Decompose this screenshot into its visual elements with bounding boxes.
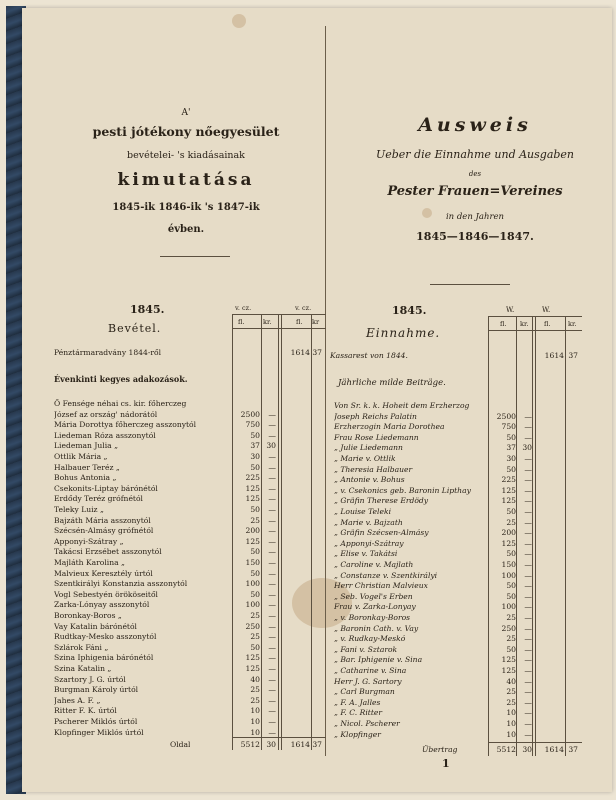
row-name: Szina Katalin „ — [54, 664, 112, 673]
table-row — [330, 644, 616, 655]
stain — [232, 14, 246, 28]
row-name: „ Marie v. Ottlik — [334, 454, 396, 463]
row-fl: 25 — [506, 613, 516, 622]
row-kr: — — [524, 411, 532, 421]
header-line-1: Ausweis — [418, 114, 532, 136]
row-kr: — — [268, 515, 276, 525]
row-fl: 25 — [506, 517, 516, 527]
row-kr: — — [268, 685, 276, 695]
row-kr: — — [524, 422, 532, 432]
table-row — [330, 421, 616, 432]
row-fl: 50 — [506, 507, 516, 516]
section-title: Einnahme. — [366, 326, 441, 340]
rule — [535, 316, 536, 756]
row-fl: 50 — [250, 462, 260, 472]
col-unit: v. cz. — [235, 304, 252, 312]
row-kr: — — [524, 591, 532, 601]
row-kr: — — [524, 560, 532, 569]
row-name: „ F. A. Jalles — [334, 697, 381, 707]
row-name: Pscherer Miklós úrtól — [54, 717, 138, 726]
row-name: Herr Christian Malvieux — [334, 581, 428, 591]
table-row — [330, 697, 616, 708]
row-kr: — — [524, 475, 532, 485]
row-kr: — — [524, 538, 532, 548]
column-divider — [325, 26, 326, 756]
table-row — [330, 506, 616, 517]
row-fl: 10 — [250, 727, 260, 737]
row-fl: 10 — [250, 717, 260, 726]
table-row — [330, 676, 616, 687]
row-fl: 25 — [506, 697, 516, 707]
row-name: Ő Fensége néhai cs. kir. főherczeg — [54, 399, 187, 408]
row-fl: 200 — [245, 526, 260, 536]
row-kr: — — [268, 642, 276, 652]
row-name: „ Louise Teleki — [334, 507, 392, 516]
row-fl: 2500 — [496, 411, 516, 421]
table-row — [330, 517, 616, 528]
row-kr: — — [524, 454, 532, 463]
rule — [565, 316, 566, 756]
row-fl: 50 — [250, 505, 260, 514]
rule — [232, 314, 326, 315]
row-kr: — — [268, 452, 276, 461]
row-fl: 225 — [245, 473, 260, 483]
col-fl: fl. — [500, 320, 507, 328]
row-kr: — — [524, 496, 532, 506]
row-name: Szartory J. G. úrtól — [54, 674, 126, 684]
table-row — [330, 707, 616, 718]
row-fl: 125 — [501, 485, 516, 495]
footer-fl: 5512 — [240, 740, 260, 749]
carry-label: Kassarest von 1844. — [330, 351, 408, 360]
row-kr: — — [268, 430, 276, 440]
col-kr: kr. — [520, 320, 529, 328]
row-fl: 25 — [506, 634, 516, 644]
row-name: „ Marie v. Bajzath — [334, 517, 403, 527]
carry-row — [330, 350, 616, 361]
row-kr: — — [524, 623, 532, 633]
row-fl: 50 — [250, 642, 260, 652]
footer-kr: 30 — [266, 740, 276, 749]
row-kr: 30 — [522, 443, 532, 453]
row-fl: 250 — [245, 621, 260, 631]
row-kr: — — [268, 611, 276, 620]
header-line-3: kimutatása — [117, 170, 255, 190]
row-name: Zarka-Lónyay asszonytól — [54, 600, 150, 610]
row-fl: 125 — [245, 494, 260, 504]
carry-fl: 1614 — [290, 348, 310, 357]
row-name: Takácsi Erzsébet asszonytól — [54, 547, 162, 557]
row-fl: 37 — [506, 443, 516, 453]
row-fl: 50 — [250, 547, 260, 557]
footer-label: Übertrag — [422, 745, 458, 754]
rule — [488, 316, 582, 317]
row-kr: — — [268, 536, 276, 546]
table-row — [330, 633, 616, 644]
header-rule — [160, 256, 230, 257]
header-line-2: bevételei- 's kiadásainak — [127, 150, 245, 161]
row-fl: 30 — [250, 452, 260, 461]
row-fl: 750 — [245, 420, 260, 430]
row-kr: — — [268, 600, 276, 610]
row-name: „ Julie Liedemann — [334, 443, 403, 453]
row-fl: 50 — [250, 589, 260, 599]
row-name: „ Baronin Cath. v. Vay — [334, 623, 419, 633]
footer-kr-2: 37 — [568, 745, 578, 754]
table-row — [330, 485, 616, 496]
row-name: „ Seb. Vogel's Erben — [334, 591, 413, 601]
col-fl: fl. — [238, 318, 245, 326]
row-kr: — — [524, 676, 532, 686]
row-name: Apponyi-Szátray „ — [54, 536, 124, 546]
table-row — [330, 612, 616, 623]
rule — [311, 314, 312, 750]
row-fl: 50 — [506, 591, 516, 601]
table-row — [330, 559, 616, 570]
row-name: Liedeman Julia „ — [54, 441, 119, 451]
row-kr: — — [524, 517, 532, 527]
row-kr: — — [268, 483, 276, 493]
row-kr: — — [268, 568, 276, 578]
row-name: Boronkay-Boros „ — [54, 611, 122, 620]
footer-row — [330, 744, 616, 755]
row-name: Ottlik Mária „ — [54, 452, 108, 461]
col-unit-2: W. — [542, 306, 551, 314]
row-fl: 125 — [501, 655, 516, 665]
table-row — [330, 718, 616, 729]
row-kr: — — [268, 579, 276, 589]
col-kr-2: kr — [312, 318, 320, 326]
row-name: Frau v. Zarka-Lonyay — [334, 602, 416, 612]
carry-fl: 1614 — [544, 351, 564, 360]
document-page — [22, 8, 612, 792]
row-kr: — — [524, 613, 532, 622]
year-label: 1845. — [130, 303, 165, 316]
row-fl: 100 — [245, 600, 260, 610]
row-kr: — — [268, 653, 276, 663]
row-fl: 125 — [245, 653, 260, 663]
header-line-4: 1845-ik 1846-ik 's 1847-ik — [112, 202, 260, 213]
row-fl: 50 — [506, 581, 516, 591]
row-name: Bajzáth Mária asszonytól — [54, 515, 151, 525]
row-kr: — — [524, 644, 532, 654]
row-name: „ Fani v. Sztarok — [334, 644, 398, 654]
table-row — [330, 601, 616, 612]
row-name: Liedeman Róza asszonytól — [54, 430, 156, 440]
row-kr: — — [268, 706, 276, 716]
row-kr: — — [268, 695, 276, 705]
row-name: József az ország' nádorától — [54, 409, 158, 419]
row-kr: — — [268, 632, 276, 642]
rule — [488, 330, 582, 331]
footer-fl-2: 1614 — [290, 740, 310, 749]
row-name: Herr J. G. Sartory — [334, 676, 402, 686]
row-kr: — — [268, 664, 276, 673]
row-fl: 250 — [501, 623, 516, 633]
row-fl: 50 — [506, 549, 516, 559]
row-fl: 2500 — [240, 409, 260, 419]
table-row — [330, 432, 616, 443]
row-name: Frau Rose Liedemann — [334, 432, 419, 442]
table-row — [330, 729, 616, 740]
table-row — [330, 538, 616, 549]
row-name: „ v. Boronkay-Boros — [334, 613, 411, 622]
row-name: „ Nicol. Pscherer — [334, 719, 400, 728]
row-kr: — — [268, 727, 276, 737]
row-kr: — — [268, 717, 276, 726]
col-unit: W. — [506, 306, 515, 314]
row-fl: 225 — [501, 475, 516, 485]
row-kr: — — [524, 719, 532, 728]
row-fl: 25 — [506, 687, 516, 697]
rule — [278, 314, 279, 750]
header-line-4: Pester Frauen=Vereines — [387, 184, 563, 199]
row-kr: — — [268, 558, 276, 567]
row-name: Vay Katalin bárónétól — [54, 621, 137, 631]
row-name: Szlárok Fáni „ — [54, 642, 109, 652]
row-kr: — — [524, 570, 532, 580]
row-name: „ Gräfin Szécsen-Almásy — [334, 528, 429, 538]
rule — [516, 316, 517, 756]
row-kr: — — [268, 589, 276, 599]
row-kr: — — [268, 473, 276, 483]
row-name: „ Theresia Halbauer — [334, 464, 413, 474]
footer-fl: 5512 — [496, 745, 516, 754]
row-name: Klopfinger Miklós úrtól — [54, 727, 144, 737]
row-name: „ v. Rudkay-Meskó — [334, 634, 406, 644]
row-fl: 750 — [501, 422, 516, 432]
row-kr: 30 — [266, 441, 276, 451]
row-name: Burgman Károly úrtól — [54, 685, 139, 695]
row-name: „ Carl Burgman — [334, 687, 395, 697]
table-row — [330, 411, 616, 422]
row-fl: 50 — [506, 464, 516, 474]
rule — [232, 328, 326, 329]
row-name: Malvieux Keresztély úrtól — [54, 568, 153, 578]
row-name: „ Constanze v. Szentkirályi — [334, 570, 438, 580]
row-fl: 125 — [245, 536, 260, 546]
rule — [261, 314, 262, 750]
row-name: Csekonits-Liptay bárónétól — [54, 483, 158, 493]
row-name: „ Elise v. Takátsi — [334, 549, 398, 559]
rule — [232, 737, 326, 738]
col-kr: kr. — [263, 318, 272, 326]
row-fl: 10 — [506, 729, 516, 739]
header-line-6: 1845—1846—1847. — [416, 230, 534, 243]
row-kr: — — [524, 581, 532, 591]
row-name: Erzherzogin Maria Dorothea — [334, 422, 445, 432]
row-name: „ F. C. Ritter — [334, 708, 383, 718]
row-fl: 37 — [250, 441, 260, 451]
col-fl-2: fl. — [544, 320, 551, 328]
row-fl: 125 — [501, 496, 516, 506]
col-unit-2: v. cz. — [295, 304, 312, 312]
row-fl: 50 — [250, 568, 260, 578]
rule — [488, 742, 582, 743]
row-name: Mária Dorottya főherczeg asszonytól — [54, 420, 197, 430]
row-name: „ Catharine v. Sina — [334, 666, 407, 675]
row-name: Bohus Antonia „ — [54, 473, 117, 483]
col-fl-2: fl. — [296, 318, 303, 326]
table-row — [330, 442, 616, 453]
row-fl: 25 — [250, 695, 260, 705]
table-row — [330, 527, 616, 538]
header-line-2: Ueber die Einnahme und Ausgaben — [375, 148, 575, 161]
col-kr-2: kr. — [568, 320, 577, 328]
row-fl: 200 — [501, 528, 516, 538]
footer-label: Oldal — [170, 740, 191, 749]
row-name: Szina Iphigenia bárónétól — [54, 653, 154, 663]
subhead: Évenkinti kegyes adakozások. — [54, 374, 188, 384]
row-fl: 100 — [245, 579, 260, 589]
table-row — [330, 654, 616, 665]
row-fl: 10 — [250, 706, 260, 716]
row-kr: — — [524, 655, 532, 665]
row-kr: — — [268, 674, 276, 684]
row-name: Jahes A. F. „ — [54, 695, 101, 705]
row-name: Halbauer Teréz „ — [54, 462, 120, 472]
rule — [232, 314, 233, 750]
row-fl: 125 — [245, 483, 260, 493]
row-kr: — — [524, 602, 532, 612]
row-name: Szécsén-Almásy grófnétól — [54, 526, 154, 536]
row-fl: 100 — [501, 602, 516, 612]
table-row — [330, 464, 616, 475]
row-kr: — — [524, 634, 532, 644]
row-fl: 25 — [250, 685, 260, 695]
row-name: „ Klopfinger — [334, 729, 381, 739]
table-row — [330, 686, 616, 697]
header-a: A' — [181, 108, 191, 118]
row-kr: — — [524, 666, 532, 675]
row-kr: — — [268, 505, 276, 514]
row-fl: 30 — [506, 454, 516, 463]
carry-kr: 37 — [568, 351, 578, 360]
row-name: „ Antonie v. Bohus — [334, 475, 405, 485]
table-row — [330, 548, 616, 559]
row-name: Erdődy Teréz grófnétól — [54, 494, 143, 504]
header-line-5: in den Jahren — [445, 212, 505, 222]
table-row — [330, 400, 616, 411]
table-row — [330, 591, 616, 602]
row-kr: — — [268, 526, 276, 536]
row-name: Ritter F. K. úrtól — [54, 706, 117, 716]
row-name: Teleky Luiz „ — [54, 505, 104, 514]
row-kr: — — [524, 507, 532, 516]
carry-kr: 37 — [312, 348, 322, 357]
row-name: „ v. Csekonics geb. Baronin Lipthay — [334, 485, 471, 495]
row-name: „ Gräfin Therese Erdödy — [334, 496, 429, 506]
row-kr: — — [524, 708, 532, 718]
row-kr: — — [524, 697, 532, 707]
row-fl: 50 — [506, 644, 516, 654]
footer-kr-2: 37 — [312, 740, 322, 749]
row-kr: — — [524, 432, 532, 442]
row-kr: — — [524, 549, 532, 559]
header-line-5: évben. — [167, 224, 205, 235]
row-kr: — — [524, 729, 532, 739]
table-row — [330, 580, 616, 591]
row-kr: — — [268, 621, 276, 631]
row-name: Vogl Sebestyén örököseitől — [54, 589, 158, 599]
row-fl: 50 — [250, 430, 260, 440]
row-fl: 100 — [501, 570, 516, 580]
table-row — [330, 665, 616, 676]
row-kr: — — [524, 528, 532, 538]
rule — [281, 314, 282, 750]
subhead: Jährliche milde Beiträge. — [338, 378, 446, 388]
header-line-1: pesti jótékony nőegyesület — [92, 124, 280, 139]
section-title: Bevétel. — [108, 322, 162, 335]
row-kr: — — [268, 420, 276, 430]
row-fl: 10 — [506, 708, 516, 718]
row-kr: — — [524, 687, 532, 697]
table-row — [330, 453, 616, 464]
row-name: Joseph Reichs Palatin — [334, 411, 417, 421]
page-number: 1 — [442, 757, 450, 770]
row-fl: 10 — [506, 719, 516, 728]
row-kr: — — [524, 485, 532, 495]
row-name: Von Sr. k. k. Hoheit dem Erzherzog — [334, 401, 470, 410]
row-fl: 40 — [506, 676, 516, 686]
row-name: „ Bar. Iphigenie v. Sina — [334, 655, 423, 665]
row-fl: 40 — [250, 674, 260, 684]
row-fl: 25 — [250, 515, 260, 525]
row-name: Rudtkay-Mesko asszonytól — [54, 632, 157, 642]
table-row — [330, 495, 616, 506]
row-name: Majláth Karolina „ — [54, 558, 125, 567]
table-row — [330, 623, 616, 634]
table-row — [330, 474, 616, 485]
row-fl: 125 — [501, 666, 516, 675]
row-fl: 25 — [250, 611, 260, 620]
year-label: 1845. — [392, 304, 427, 317]
row-name: „ Caroline v. Majlath — [334, 560, 414, 569]
row-fl: 125 — [501, 538, 516, 548]
row-fl: 150 — [501, 560, 516, 569]
row-kr: — — [268, 494, 276, 504]
row-fl: 50 — [506, 432, 516, 442]
row-kr: — — [268, 462, 276, 472]
rule — [532, 316, 533, 756]
header-rule — [430, 284, 510, 285]
row-fl: 150 — [245, 558, 260, 567]
row-kr: — — [268, 409, 276, 419]
row-name: „ Apponyi-Szátray — [334, 538, 404, 548]
row-fl: 25 — [250, 632, 260, 642]
footer-fl-2: 1614 — [544, 745, 564, 754]
row-name: Szentkirályi Konstanzia asszonytól — [54, 579, 188, 589]
row-kr: — — [524, 464, 532, 474]
row-kr: — — [268, 547, 276, 557]
rule — [488, 316, 489, 756]
table-row — [330, 570, 616, 581]
row-fl: 125 — [245, 664, 260, 673]
carry-label: Pénztármaradvány 1844-ről — [54, 348, 162, 357]
header-line-3: des — [468, 170, 482, 178]
footer-kr: 30 — [522, 745, 532, 754]
